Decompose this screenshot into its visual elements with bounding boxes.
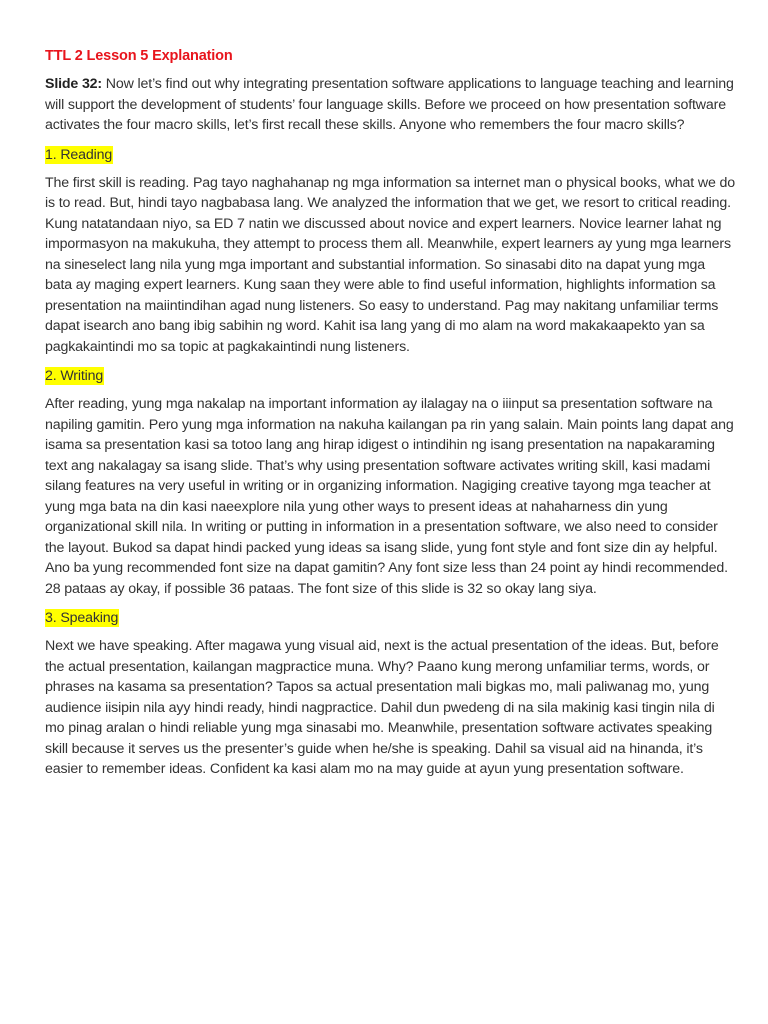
section-heading-writing <box>45 366 735 386</box>
section-body-speaking: Next we have speaking. After magawa yung visual aid, next is the actual presentation of the ideas. But, before the actual presentation, kailangan magpractice muna. Why? Paano kung merong unfamiliar terms, words, or phrases na kasama sa presentation? Tapos sa actual presentation mali bigkas mo, mali paliwanag mo, yung audience iisipin nila ayy hindi ready, hindi nagpractice. Dahil dun pwedeng di na sila makinig kasi tingin nila di mo pinag aralan o hindi reliable yung mga sinasabi mo. Meanwhile, presentation software activates speaking skill because it serves us the presenter’s guide when he/she is speaking. Dahil sa visual aid na hinanda, it’s easier to remember ideas. Confident ka kasi alam mo na may guide at ayun yung presentation software. <box>45 638 719 777</box>
highlighted-heading: 1. Reading <box>45 146 113 163</box>
highlighted-heading: 3. Speaking <box>45 610 119 626</box>
document-page <box>45 46 735 789</box>
slide-label: Slide 32: <box>45 76 103 92</box>
intro-paragraph <box>45 74 735 136</box>
section-body-writing: After reading, yung mga nakalap na important information ay ilalagay na o iiinput sa presentation software na napiling gamitin. Pero yung mga information na nakuha kailangan pa rin yang salain. Main points lang dapat ang isama sa presentation kasi sa totoo lang ang hirap idigest o intindihin ng isang presentation na napakaraming text ang nakalagay sa isang slide. That’s why using presentation software activates writing skill, kasi madami silang features na very useful in writing or in organizing information. Nagiging creative tayong mga teacher at yung mga bata na din kasi naeexplore nila yung other ways to present ideas at nahaharness din yung organizational skill nila. In writing or putting in information in a presentation software, we also need to consider the layout. Bukod sa dapat hindi packed yung ideas sa isang slide, yung font style and font size din ay helpful. Ano ba yung recommended font size na dapat gamitin? Any font size less than 24 point ay hindi recommended. 28 pataas ay okay, if possible 36 pataas. The font size of this slide is 32 so okay lang siya. <box>45 396 734 597</box>
highlighted-heading: 2. Writing <box>45 368 104 384</box>
section-heading-reading <box>45 145 735 165</box>
document-title: TTL 2 Lesson 5 Explanation <box>45 48 233 64</box>
section-body-reading: The first skill is reading. Pag tayo naghahanap ng mga information sa internet man o physical books, what we do is to read. But, hindi tayo nagbabasa lang. We analyzed the information that we get, we resort to critical reading. Kung natatandaan niyo, sa ED 7 natin we discussed about novice and expert learners. Novice learner lahat ng impormasyon na makukuha, they attempt to process them all. Meanwhile, expert learners ay yung mga learners na sineselect lang nila yung mga important and substantial information. So sinasabi dito na dapat yung mga bata ay maging expert learners. Kung saan they were able to find useful information, highlights information sa presentation na maiintindihan agad nung listeners. So easy to understand. Pag may nakitang unfamiliar terms dapat isearch ano bang ibig sabihin ng word. Kahit isa lang yang di mo alam na word makakaapekto yan sa pagkakaintindi mo sa topic at pagkakaintindi nung listeners. <box>45 174 735 355</box>
section-heading-speaking <box>45 608 735 628</box>
intro-text: Now let’s find out why integrating presentation software applications to language teaching and learning will support the development of students’ four language skills. Before we proceed on how presentation software activates the four macro skills, let’s first recall these skills. Anyone who remembers the four macro skills? <box>45 76 734 133</box>
